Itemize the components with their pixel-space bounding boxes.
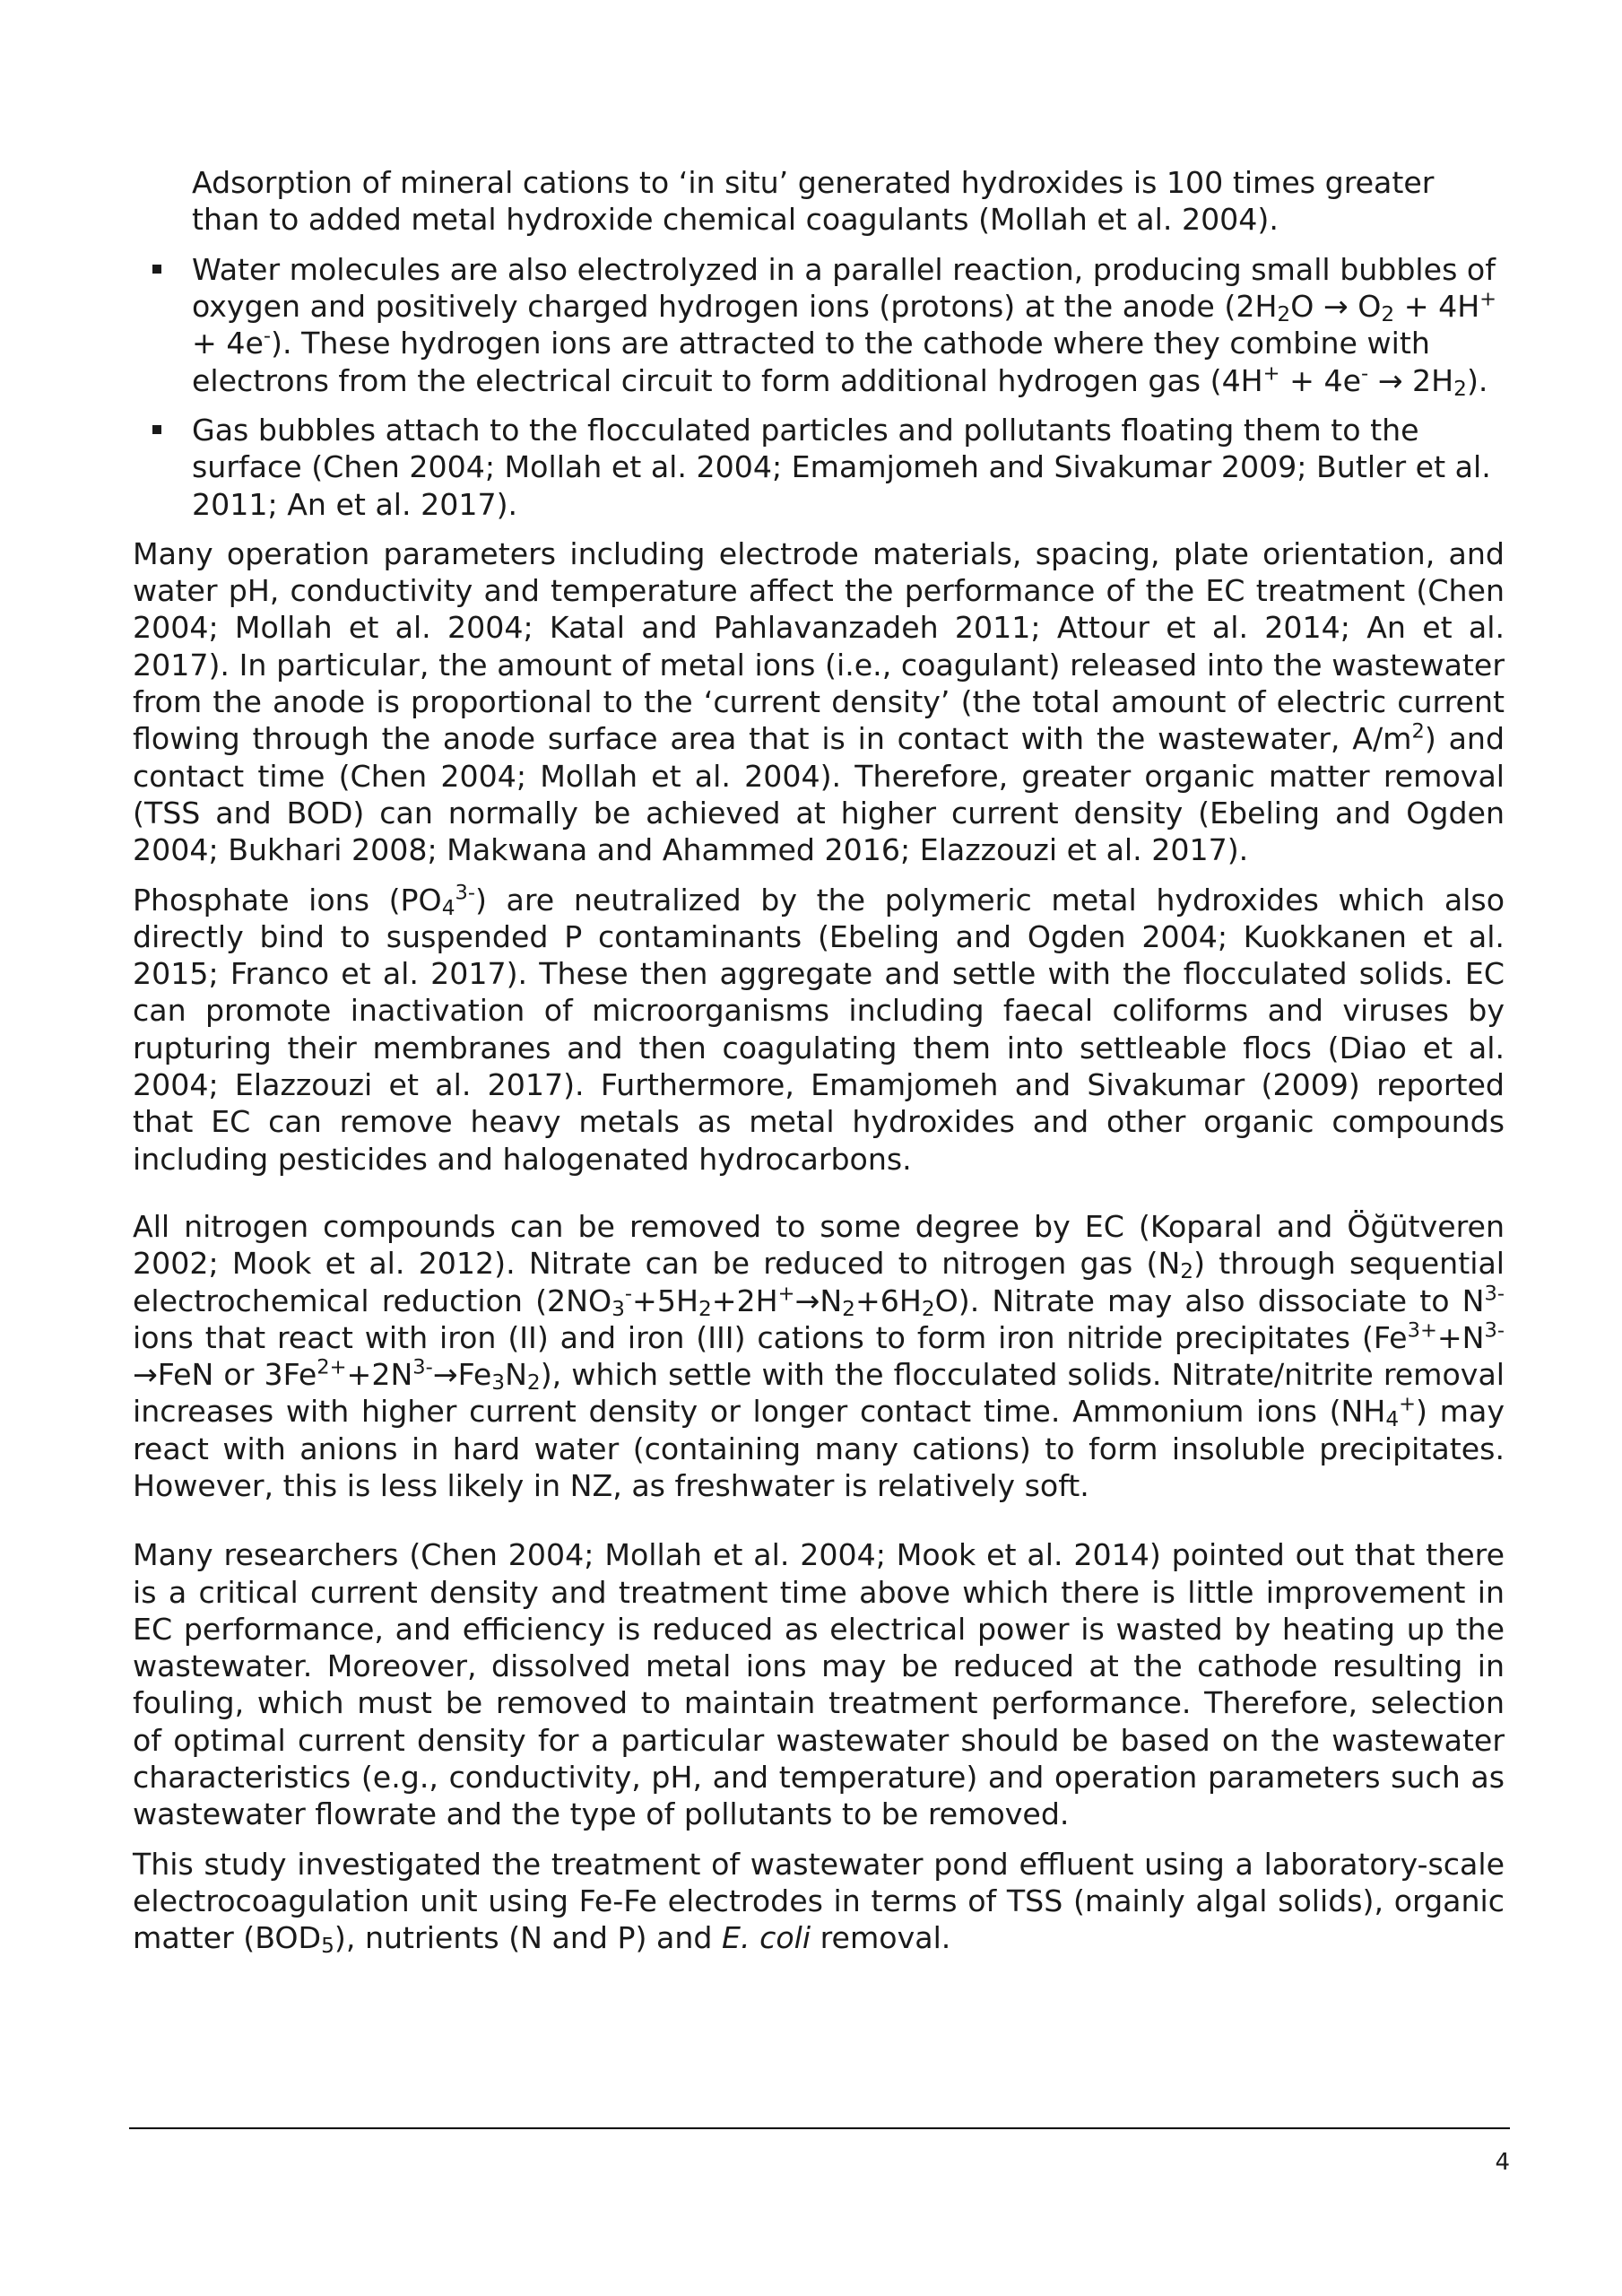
footer-divider <box>129 2127 1510 2129</box>
text-run: ions that react with iron (II) and iron (III) cations to form iron nitride precipitates (Fe <box>133 1319 1408 1355</box>
superscript: 2 <box>1411 719 1425 744</box>
bullet-item-text <box>192 413 1491 522</box>
text-run: + 4e <box>192 326 264 361</box>
superscript: + <box>1479 287 1497 311</box>
page-number: 4 <box>1495 2149 1510 2176</box>
bullet-item <box>133 251 1505 399</box>
italic-text: E. coli <box>722 1920 811 1956</box>
text-run: Gas bubbles attach to the flocculated particles and pollutants floating them to the surface (Chen 2004; Mollah et al. 2004; Emamjomeh and Sivakumar 2009; Butler et al. 2011; An et al. 2017). <box>192 412 1491 522</box>
text-run: ). These hydrogen ions are attracted to the cathode where they combine with electrons from the electrical circuit to form additional hydrogen gas (4H <box>192 326 1430 398</box>
superscript: 3- <box>455 881 475 905</box>
superscript: 2+ <box>317 1355 347 1379</box>
text-run: ). <box>1466 362 1488 398</box>
text-run: ) and contact time (Chen 2004; Mollah et al. 2004). Therefore, greater organic matter removal (TSS and BOD) can normally be achieved at higher current density (Ebeling and Ogden 2004; Bukhari 2008; Makwana and Ahammed 2016; Elazzouzi et al. 2017). <box>133 721 1505 868</box>
superscript: 3- <box>1484 1318 1505 1343</box>
text-run: N <box>505 1357 527 1393</box>
subscript: 4 <box>441 895 455 920</box>
text-run: Phosphate ions (PO <box>133 882 442 918</box>
paragraph-nitrogen-removal <box>133 1208 1505 1504</box>
superscript: + <box>777 1282 795 1306</box>
subscript: 2 <box>1180 1259 1194 1284</box>
text-run: ) may react with anions in hard water (containing many cations) to form insoluble precipitates. However, this is less likely in NZ, as freshwater is relatively soft. <box>133 1394 1505 1503</box>
superscript: 3+ <box>1407 1318 1437 1343</box>
subscript: 2 <box>1381 302 1395 327</box>
text-run: + 4H <box>1394 289 1480 325</box>
bullet-item <box>133 412 1505 523</box>
continued-bullet-text-content: Adsorption of mineral cations to ‘in situ’ generated hydroxides is 100 times greater than to added metal hydroxide chemical coagulants (Mollah et al. 2004). <box>192 165 1435 238</box>
subscript: 2 <box>1277 302 1291 327</box>
text-run: ), nutrients (N and P) and <box>334 1920 723 1956</box>
subscript: 2 <box>921 1296 935 1321</box>
text-run: removal. <box>811 1920 951 1956</box>
text-run: +5H <box>632 1283 698 1318</box>
superscript: 3- <box>412 1355 433 1379</box>
text-run: Many researchers (Chen 2004; Mollah et al. 2004; Mook et al. 2014) pointed out that there is a critical current density and treatment time above which there is little improvement in EC performance, and efficiency is reduced as electrical power is wasted by heating up the wastewater. Moreover, dissolved metal ions may be reduced at the cathode resulting in fouling, which must be removed to maintain treatment performance. Therefore, selection of optimal current density for a particular wastewater should be based on the wastewater characteristics (e.g., conductivity, pH, and temperature) and operation parameters such as wastewater flowrate and the type of pollutants to be removed. <box>133 1537 1505 1832</box>
text-run: +6H <box>854 1283 922 1318</box>
superscript: - <box>1361 361 1369 386</box>
subscript: 3 <box>612 1296 625 1321</box>
text-run: →N <box>794 1283 843 1318</box>
text-run: Many operation parameters including electrode materials, spacing, plate orientation, and water pH, conductivity and temperature affect the performance of the EC treatment (Chen 2004; Mollah et al. 2004; Katal and Pahlavanzadeh 2011; Attour et al. 2014; An et al. 2017). In particular, the amount of metal ions (i.e., coagulant) released into the wastewater from the anode is proportional to the ‘current density’ (the total amount of electric current flowing through the anode surface area that is in contact with the wastewater, A/m <box>133 535 1505 757</box>
bullet-item-text <box>192 251 1497 401</box>
text-run: + 4e <box>1279 362 1361 398</box>
superscript: + <box>1262 361 1280 386</box>
square-bullet-icon <box>152 265 161 274</box>
paragraph-operation-parameters <box>133 535 1505 869</box>
text-run: → 2H <box>1368 362 1454 398</box>
text-run: +2N <box>346 1357 413 1393</box>
text-run: →Fe <box>432 1357 492 1393</box>
text-run: →FeN or 3Fe <box>133 1357 317 1393</box>
superscript: 3- <box>1484 1282 1505 1306</box>
subscript: 2 <box>698 1296 712 1321</box>
subscript: 2 <box>526 1370 541 1396</box>
continued-bullet-text <box>192 164 1505 239</box>
subscript: 3 <box>491 1370 506 1396</box>
square-bullet-icon <box>152 425 161 434</box>
paragraph-study-aim <box>133 1846 1505 1957</box>
superscript: + <box>1399 1392 1417 1416</box>
text-run: All nitrogen compounds can be removed to some degree by EC (Koparal and Öğütveren 2002; Mook et al. 2012). Nitrate can be reduced to nitrogen gas (N <box>133 1208 1505 1282</box>
superscript: - <box>263 324 272 348</box>
text-run: ) through sequential electrochemical reduction (2NO <box>133 1246 1505 1318</box>
text-run: O). Nitrate may also dissociate to N <box>934 1283 1485 1318</box>
text-run: ) are neutralized by the polymeric metal hydroxides which also directly bind to suspended P contaminants (Ebeling and Ogden 2004; Kuokkanen et al. 2015; Franco et al. 2017). These then aggregate and settle with the flocculated solids. EC can promote inactivation of microorganisms including faecal coliforms and viruses by rupturing their membranes and then coagulating them into settleable flocs (Diao et al. 2004; Elazzouzi et al. 2017). Furthermore, Emamjomeh and Sivakumar (2009) reported that EC can remove heavy metals as metal hydroxides and other organic compounds including pesticides and halogenated hydrocarbons. <box>133 882 1505 1177</box>
subscript: 2 <box>842 1296 855 1321</box>
document-body <box>133 135 1505 1970</box>
subscript: 2 <box>1453 376 1467 401</box>
text-run: +N <box>1436 1319 1485 1355</box>
text-run: This study investigated the treatment of wastewater pond effluent using a laboratory-scale electrocoagulation unit using Fe-Fe electrodes in terms of TSS (mainly algal solids), organic matter (BOD <box>133 1846 1505 1956</box>
text-run: Water molecules are also electrolyzed in a parallel reaction, producing small bubbles of oxygen and positively charged hydrogen ions (protons) at the anode (2H <box>192 251 1496 325</box>
subscript: 5 <box>321 1934 334 1959</box>
paragraph-critical-current-density <box>133 1536 1505 1832</box>
text-run: ), which settle with the flocculated solids. Nitrate/nitrite removal increases with higher current density or longer contact time. Ammonium ions (NH <box>133 1357 1505 1430</box>
superscript: - <box>624 1282 633 1306</box>
paragraph-phosphate-removal <box>133 882 1505 1178</box>
text-run: O → O <box>1290 289 1382 325</box>
subscript: 4 <box>1385 1407 1400 1432</box>
text-run: +2H <box>711 1283 778 1318</box>
